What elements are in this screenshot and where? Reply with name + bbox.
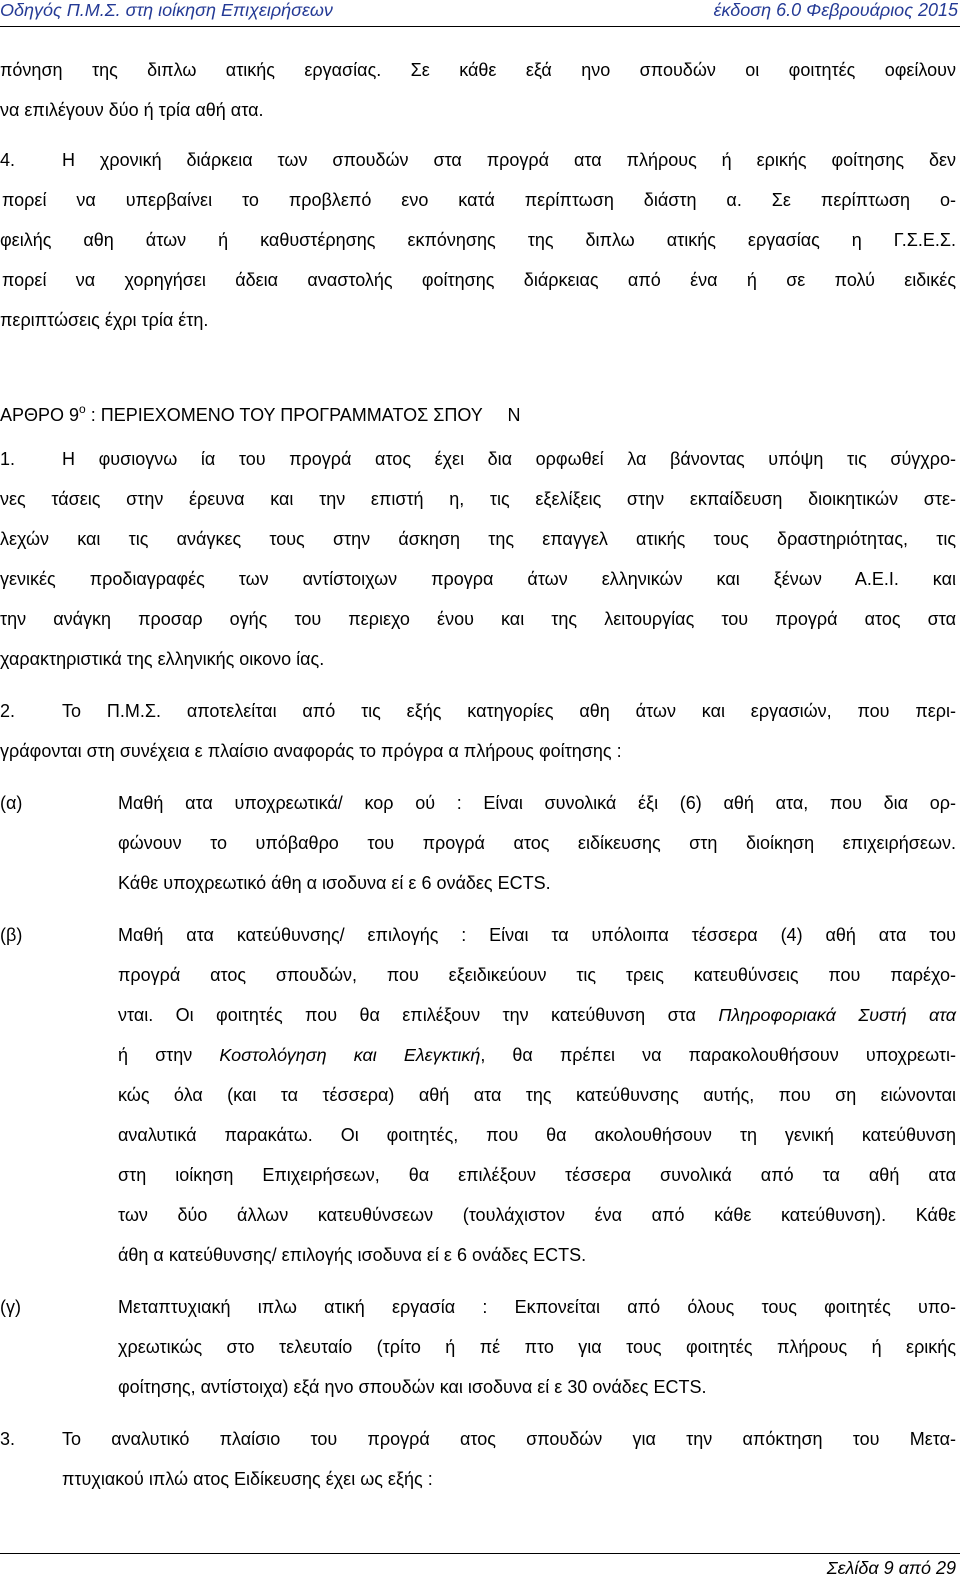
text-line: άθη α κατεύθυνσης/ επιλογής ισοδυνα εί ε 6 ονάδες ECTS. [118, 1245, 587, 1265]
text-line: Μεταπτυχιακή ιπλω ατική εργασία : Εκπονείται από όλους τους φοιτητές υπο- [118, 1297, 956, 1317]
text-line: στη ιοίκηση Επιχειρήσεων, θα επιλέξουν τέσσερα συνολικά από τα αθή ατα [118, 1165, 956, 1185]
item-number: 3. [0, 1429, 16, 1449]
text-line: ή στην Κοστολόγηση και Ελεγκτική, θα πρέπει να παρακολουθήσουν υποχρεωτι- [118, 1045, 956, 1065]
text-line: Η φυσιογνω ία του προγρά ατος έχει δια ορφωθεί λα βάνοντας υπόψη τις σύγχρο- [62, 449, 956, 469]
section-heading: ΑΡΘΡΟ $9^o$ : ΠΕΡΙΕΧΟΜΕΝΟ ΤΟΥ ΠΡΟΓΡΑΜΜΑΤΟΣ ΣΠΟΥ Ν [0, 402, 521, 425]
text-line: Το Π.Μ.Σ. αποτελείται από τις εξής κατηγορίες αθη άτων και εργασιών, που περι- [62, 701, 956, 721]
text-line: γράφονται στη συνέχεια ε πλαίσιο αναφοράς το πρόγρα α πλήρους φοίτησης : [0, 741, 622, 761]
text-line: Μαθή ατα υποχρεωτικά/ κορ ού : Είναι συνολικά έξι (6) αθή ατα, που δια ορ- [118, 793, 956, 813]
text-line: πόνηση της διπλω ατικής εργασίας. Σε κάθε εξά ηνο σπουδών οι φοιτητές οφείλουν [0, 60, 956, 80]
item-label: (β) [0, 925, 23, 945]
footer-divider [0, 1553, 960, 1554]
text-line: Κάθε υποχρεωτικό άθη α ισοδυνα εί ε 6 ονάδες ECTS. [118, 873, 551, 893]
text-line: Η χρονική διάρκεια των σπουδών στα προγρά ατα πλήρους ή ερικής φοίτησης δεν [62, 150, 956, 170]
item-number: 2. [0, 701, 16, 721]
page-number: Σελίδα 9 από 29 [826, 1558, 956, 1578]
text-line: την ανάγκη προσαρ ογής του περιεχο ένου και της λειτουργίας του προγρά ατος στα [0, 609, 956, 629]
text-line: προγρά ατος σπουδών, που εξειδικεύουν τις τρεις κατευθύνσεις που παρέχο- [118, 965, 956, 985]
text-line: λεχών και τις ανάγκες τους στην άσκηση της επαγγελ ατικής τους δραστηριότητας, τις [0, 529, 956, 549]
text-line: χαρακτηριστικά της ελληνικής οικονο ίας. [0, 649, 325, 669]
text-line: φώνουν το υπόβαθρο του προγρά ατος ειδίκευσης στη διοίκηση επιχειρήσεων. [118, 833, 956, 853]
text-line: φειλής αθη άτων ή καθυστέρησης εκπόνησης της διπλω ατικής εργασίας η Γ.Σ.Ε.Σ. [0, 230, 956, 250]
item-label: (α) [0, 793, 23, 813]
text-line: πορεί να χορηγήσει άδεια αναστολής φοίτησης διάρκειας από ένα ή σε πολύ ειδικές [2, 270, 956, 290]
header-edition: έκδοση 6.0 Φεβρουάριος 2015 [713, 0, 958, 20]
text-line: χρεωτικώς στο τελευταίο (τρίτο ή πέ πτο για τους φοιτητές πλήρους ή ερικής [118, 1337, 956, 1357]
text-line: Μαθή ατα κατεύθυνσης/ επιλογής : Είναι τα υπόλοιπα τέσσερα (4) αθή ατα του [118, 925, 956, 945]
item-number: 4. [0, 150, 16, 170]
text-line: πορεί να υπερβαίνει το προβλεπό ενο κατά περίπτωση διάστη α. Σε περίπτωση ο- [2, 190, 956, 210]
text-line: πτυχιακού ιπλώ ατος Ειδίκευσης έχει ως εξής : [62, 1469, 433, 1489]
text-line: κώς όλα (και τα τέσσερα) αθή ατα της κατεύθυνσης αυτής, που ση ειώνονται [118, 1085, 956, 1105]
text-line: νες τάσεις στην έρευνα και την επιστή η, τις εξελίξεις στην εκπαίδευση διοικητικών στε- [0, 489, 956, 509]
text-line: αναλυτικά παρακάτω. Οι φοιτητές, που θα ακολουθήσουν τη γενική κατεύθυνση [118, 1125, 956, 1145]
item-label: (γ) [0, 1297, 21, 1317]
text-line: Το αναλυτικό πλαίσιο του προγρά ατος σπουδών για την απόκτηση του Μετα- [62, 1429, 956, 1449]
text-line: των δύο άλλων κατευθύνσεων (τουλάχιστον ένα από κάθε κατεύθυνση). Κάθε [118, 1205, 956, 1225]
text-line: γενικές προδιαγραφές των αντίστοιχων προγρα άτων ελληνικών και ξένων Α.Ε.Ι. και [0, 569, 956, 589]
text-line: φοίτησης, αντίστοιχα) εξά ηνο σπουδών και ισοδυνα εί ε 30 ονάδες ECTS. [118, 1377, 707, 1397]
text-line: περιπτώσεις έχρι τρία έτη. [0, 310, 209, 330]
text-line: να επιλέγουν δύο ή τρία αθή ατα. [0, 100, 264, 120]
header-title: Οδηγός Π.Μ.Σ. στη ιοίκηση Επιχειρήσεων [0, 0, 333, 20]
item-number: 1. [0, 449, 16, 469]
header-divider [0, 26, 960, 27]
text-line: νται. Οι φοιτητές που θα επιλέξουν την κατεύθυνση στα Πληροφοριακά Συστή ατα [118, 1005, 956, 1025]
